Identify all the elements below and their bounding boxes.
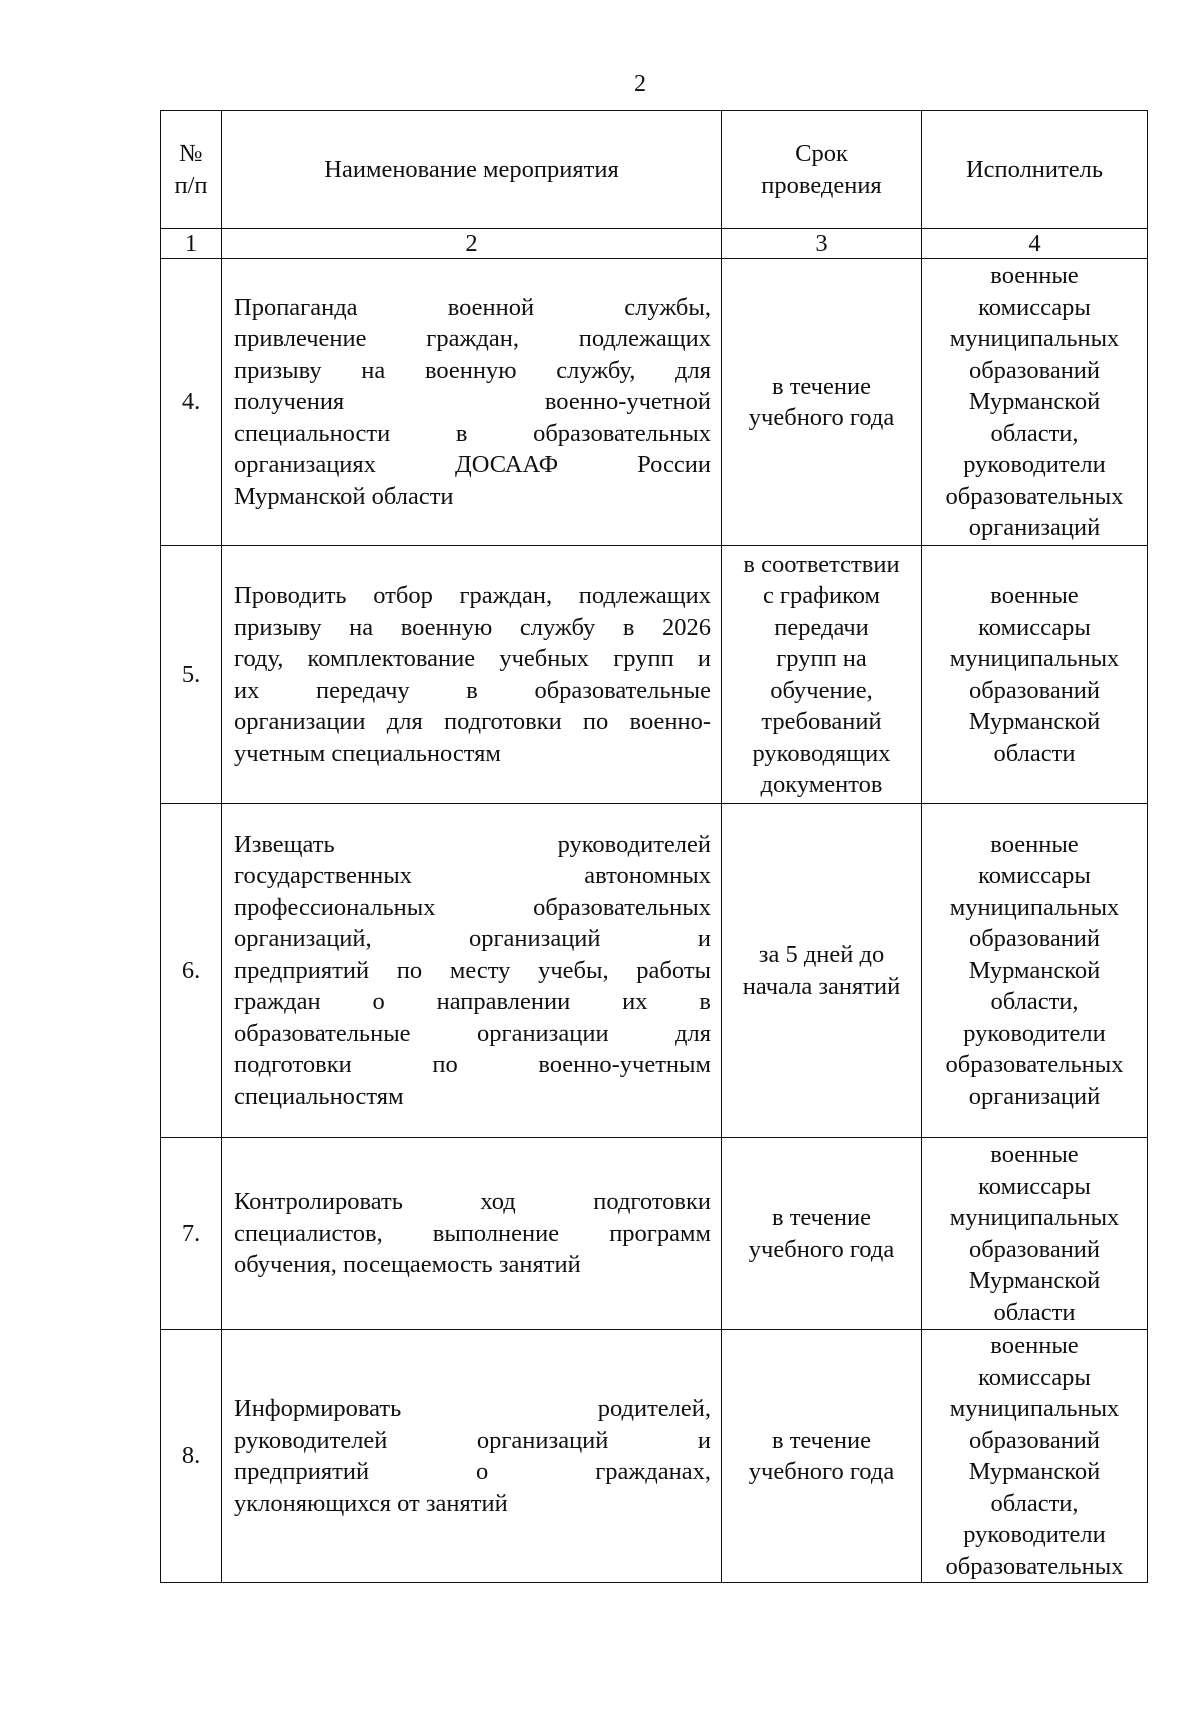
table-row bbox=[161, 1330, 1148, 1583]
row-number: 4. bbox=[161, 259, 222, 546]
event-period: за 5 дней до начала занятий bbox=[722, 804, 922, 1138]
row-number: 8. bbox=[161, 1330, 222, 1583]
event-executor: военные комиссары муниципальных образований Мурманской области bbox=[922, 546, 1148, 804]
event-executor: военные комиссары муниципальных образований Мурманской области bbox=[922, 1138, 1148, 1330]
event-period: в течение учебного года bbox=[722, 1330, 922, 1583]
column-number: 2 bbox=[222, 229, 722, 259]
event-executor: военные комиссары муниципальных образований Мурманской области, руководители образовательных организаций bbox=[922, 804, 1148, 1138]
page-number bbox=[0, 70, 1200, 98]
column-number: 3 bbox=[722, 229, 922, 259]
header-period: Срок проведения bbox=[722, 111, 922, 229]
event-name: Проводить отбор граждан, подлежащих призыву на военную службу в 2026 году, комплектование учебных групп и их передачу в образовательные организации для подготовки по военно- учетным специальностям bbox=[222, 546, 722, 804]
row-number: 6. bbox=[161, 804, 222, 1138]
table-row bbox=[161, 259, 1148, 546]
event-name: Извещать руководителей государственных автономных профессиональных образовательных организаций, организаций и предприятий по месту учебы, работы граждан о направлении их в образовательные организации для подготовки по военно-учетным специальностям bbox=[222, 804, 722, 1138]
event-name: Контролировать ход подготовки специалистов, выполнение программ обучения, посещаемость занятий bbox=[222, 1138, 722, 1330]
row-number: 5. bbox=[161, 546, 222, 804]
table-row bbox=[161, 546, 1148, 804]
column-number: 4 bbox=[922, 229, 1148, 259]
row-number: 7. bbox=[161, 1138, 222, 1330]
event-name: Информировать родителей, руководителей организаций и предприятий о гражданах, уклоняющихся от занятий bbox=[222, 1330, 722, 1583]
page-number-text: 2 bbox=[634, 71, 646, 97]
column-number-row bbox=[161, 229, 1148, 259]
header-name: Наименование мероприятия bbox=[222, 111, 722, 229]
column-number: 1 bbox=[161, 229, 222, 259]
event-name: Пропаганда военной службы, привлечение граждан, подлежащих призыву на военную службу, для получения военно-учетной специальности в образовательных организациях ДОСААФ России Мурманской области bbox=[222, 259, 722, 546]
event-period: в соответствии с графиком передачи групп на обучение, требований руководящих документов bbox=[722, 546, 922, 804]
table-row bbox=[161, 1138, 1148, 1330]
header-num: № п/п bbox=[161, 111, 222, 229]
table-row bbox=[161, 804, 1148, 1138]
events-table bbox=[160, 110, 1148, 1583]
event-executor: военные комиссары муниципальных образований Мурманской области, руководители образовательных организаций bbox=[922, 259, 1148, 546]
header-executor: Исполнитель bbox=[922, 111, 1148, 229]
event-period: в течение учебного года bbox=[722, 259, 922, 546]
header-row bbox=[161, 111, 1148, 229]
event-period: в течение учебного года bbox=[722, 1138, 922, 1330]
event-executor: военные комиссары муниципальных образований Мурманской области, руководители образовательных bbox=[922, 1330, 1148, 1583]
